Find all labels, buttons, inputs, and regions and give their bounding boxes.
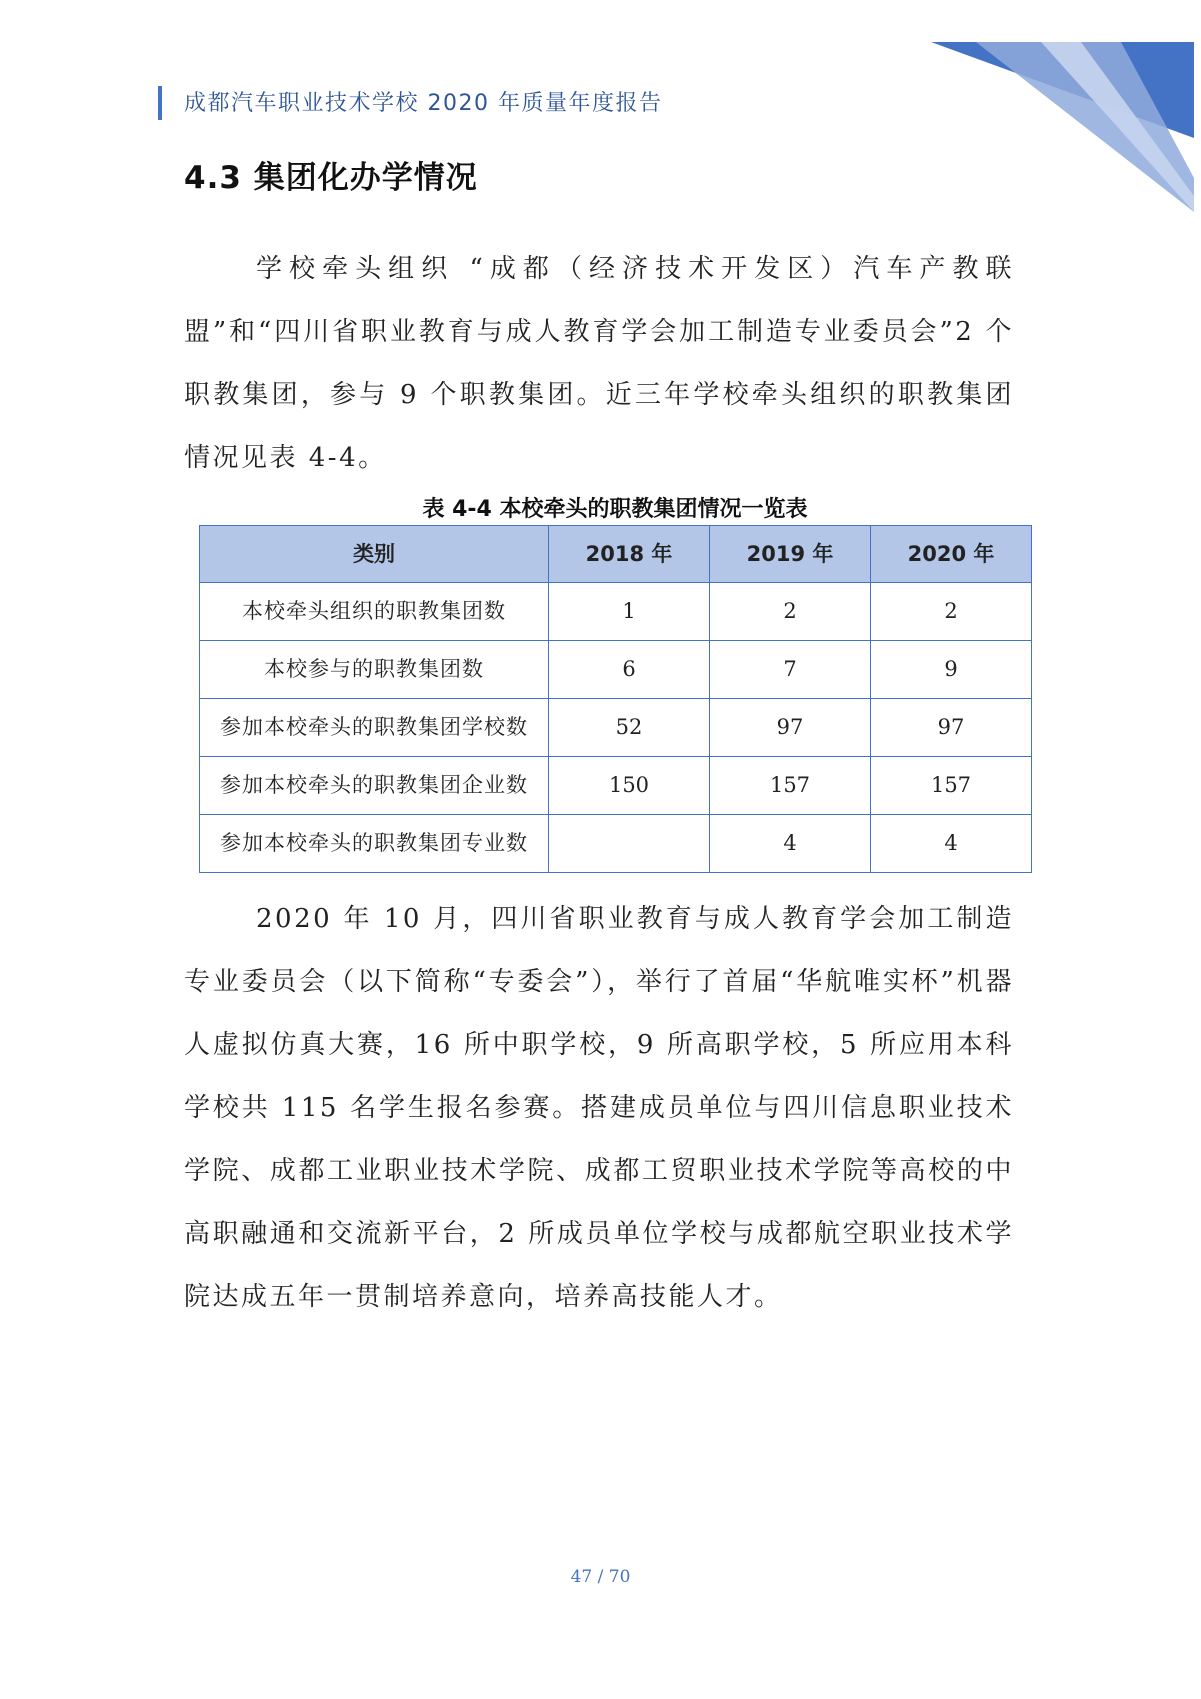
cell-2018: 6 [549, 641, 710, 699]
header-accent-bar [158, 86, 162, 120]
row-label: 本校牵头组织的职教集团数 [200, 583, 549, 641]
vocational-groups-table [199, 525, 1032, 873]
cell-2020: 9 [871, 641, 1032, 699]
table-row [200, 815, 1032, 873]
row-label: 参加本校牵头的职教集团专业数 [200, 815, 549, 873]
cell-2019: 157 [710, 757, 871, 815]
column-header-2020: 2020 年 [871, 526, 1032, 583]
cell-2018: 1 [549, 583, 710, 641]
cell-2019: 7 [710, 641, 871, 699]
row-label: 参加本校牵头的职教集团学校数 [200, 699, 549, 757]
column-header-category: 类别 [200, 526, 549, 583]
row-label: 参加本校牵头的职教集团企业数 [200, 757, 549, 815]
row-label: 本校参与的职教集团数 [200, 641, 549, 699]
table-row [200, 757, 1032, 815]
table-row [200, 641, 1032, 699]
cell-2019: 97 [710, 699, 871, 757]
table-header-row [200, 526, 1032, 583]
table-row [200, 583, 1032, 641]
corner-decoration [921, 0, 1201, 220]
cell-2018: 52 [549, 699, 710, 757]
column-header-2018: 2018 年 [549, 526, 710, 583]
cell-2020: 97 [871, 699, 1032, 757]
section-heading: 4.3 集团化办学情况 [184, 160, 478, 196]
cell-2019: 4 [710, 815, 871, 873]
column-header-2019: 2019 年 [710, 526, 871, 583]
cell-2020: 2 [871, 583, 1032, 641]
report-header-title: 成都汽车职业技术学校 2020 年质量年度报告 [184, 91, 663, 116]
cell-2019: 2 [710, 583, 871, 641]
paragraph-intro: 学校牵头组织 “成都（经济技术开发区）汽车产教联盟”和“四川省职业教育与成人教育学会加工制造专业委员会”2 个职教集团，参与 9 个职教集团。近三年学校牵头组织的职教集团情况见表 4-4。 [184, 254, 1014, 473]
cell-2020: 4 [871, 815, 1032, 873]
paragraph-competition: 2020 年 10 月，四川省职业教育与成人教育学会加工制造专业委员会（以下简称“专委会”），举行了首届“华航唯实杯”机器人虚拟仿真大赛，16 所中职学校，9 所高职学校，5 所应用本科学校共 115 名学生报名参赛。搭建成员单位与四川信息职业技术学院、成都工业职业技术学院、成都工贸职业技术学院等高校的中高职融通和交流新平台，2 所成员单位学校与成都航空职业技术学院达成五年一贯制培养意向，培养高技能人才。 [184, 904, 1014, 1312]
cell-2020: 157 [871, 757, 1032, 815]
cell-2018 [549, 815, 710, 873]
table-caption: 表 4-4 本校牵头的职教集团情况一览表 [422, 497, 808, 522]
table-row [200, 699, 1032, 757]
page-number: 47 / 70 [570, 1567, 631, 1587]
cell-2018: 150 [549, 757, 710, 815]
